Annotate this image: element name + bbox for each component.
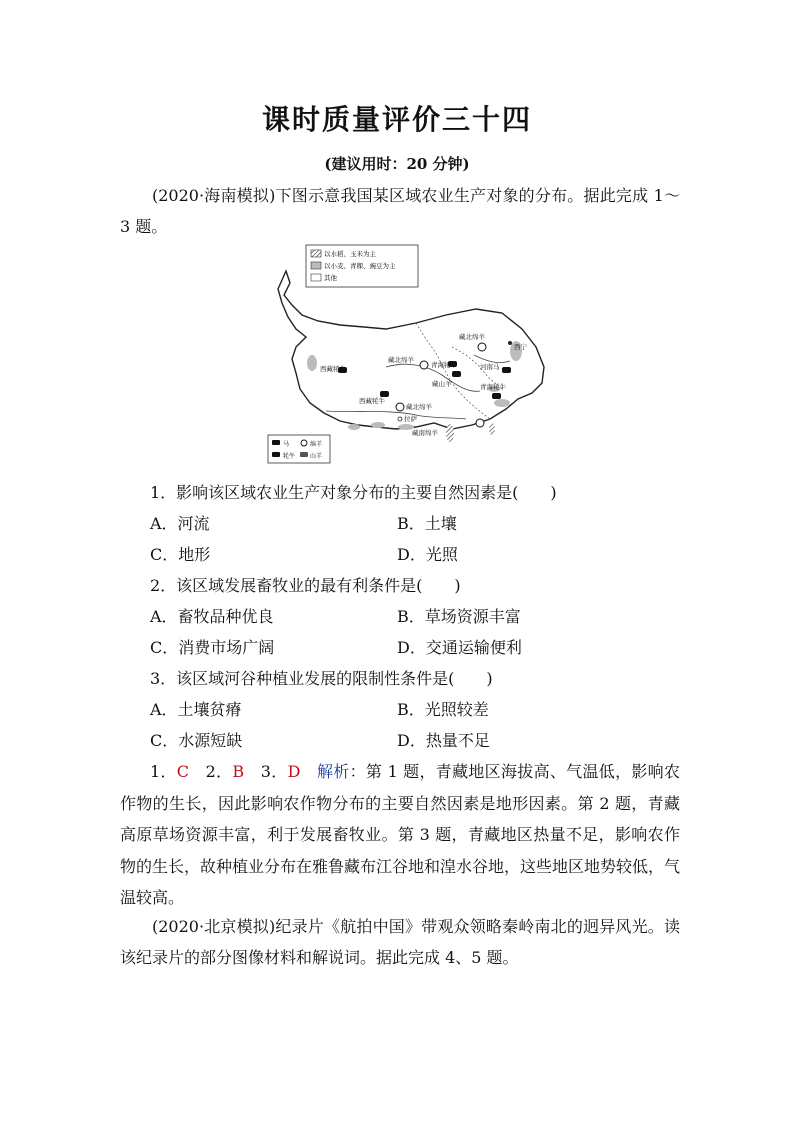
rice-area [489, 423, 495, 435]
answer-num: 1． [150, 762, 177, 781]
horse-icon [502, 367, 511, 373]
yak-icon [272, 452, 280, 457]
legend-swatch-wheat [311, 262, 321, 269]
wheat-area [348, 424, 360, 430]
map-label: 拉萨 [404, 415, 417, 423]
map-label: 西宁 [514, 343, 527, 351]
question-1-option-d: D．光照 [397, 545, 458, 564]
sheep-icon [396, 403, 404, 411]
answer-key: D [287, 762, 301, 781]
question-3-stem: 3．该区域河谷种植业发展的限制性条件是( ) [150, 669, 493, 688]
wheat-area [307, 355, 317, 371]
map-label: 西藏牦牛 [320, 365, 346, 373]
legend-label: 绵羊 [310, 441, 323, 448]
wheat-area [494, 399, 510, 407]
question-2-stem: 2．该区域发展畜牧业的最有利条件是( ) [150, 576, 461, 595]
yak-icon [492, 393, 501, 399]
question-2-option-d: D．交通运输便利 [397, 638, 522, 657]
legend-swatch-rice [311, 250, 321, 257]
map-label: 青海牦牛 [480, 383, 506, 391]
question-3-option-a: A．土壤贫瘠 [150, 700, 242, 719]
question-2-option-a: A．畜牧品种优良 [150, 607, 274, 626]
answer-explanation [120, 756, 680, 914]
legend-label: 牦牛 [283, 453, 296, 460]
map-label: 藏山羊 [432, 380, 452, 388]
sheep-icon [476, 419, 484, 427]
analysis-text: ：第 1 题，青藏地区海拔高、气温低，影响农作物的生长，因此影响农作物分布的主要自然因素是地形因素。第 2 题，青藏高原草场资源丰富，利于发展畜牧业。第 3 题，青藏地区热量不足，影响农作物的生长，故种植业分布在雅鲁藏布江谷地和湟水谷地，这些地区地势较低，气温较高。 [120, 762, 681, 907]
map-label: 藏北绵羊 [406, 403, 432, 411]
question-3-option-c: C．水源短缺 [150, 731, 243, 750]
sheep-icon [420, 361, 428, 369]
question-3-option-d: D．热量不足 [397, 731, 490, 750]
sheep-icon [301, 440, 307, 446]
question-2-option-c: C．消费市场广阔 [150, 638, 275, 657]
intro-paragraph-2: (2020·北京模拟)纪录片《航拍中国》带观众领略秦岭南北的迥异风光。读该纪录片的部分图像材料和解说词。据此完成 4、5 题。 [120, 917, 680, 967]
legend-label: 山羊 [310, 453, 323, 460]
intro-paragraph-1: (2020·海南模拟)下图示意我国某区域农业生产对象的分布。据此完成 1～3 题。 [120, 186, 680, 236]
map-label: 青海牦牛 [431, 361, 457, 369]
question-1-stem: 1．影响该区域农业生产对象分布的主要自然因素是( ) [150, 483, 557, 502]
question-1-option-c: C．地形 [150, 545, 211, 564]
page-subtitle: (建议用时：20 分钟) [324, 155, 470, 173]
answer-key: C [176, 762, 190, 781]
page-title: 课时质量评价三十四 [261, 103, 532, 136]
question-3-option-b: B．光照较差 [397, 700, 489, 719]
analysis-label: 解析 [317, 762, 350, 781]
wheat-area [371, 422, 385, 428]
horse-icon [272, 440, 280, 445]
goat-icon [300, 452, 308, 457]
map-label: 西藏牦牛 [359, 397, 385, 405]
answer-num: 2． [205, 762, 233, 781]
legend-label: 其他 [324, 274, 337, 282]
legend-swatch-other [311, 274, 321, 281]
city-marker [398, 417, 402, 421]
map-label: 河南马 [480, 363, 500, 371]
map-label: 藏北绵羊 [388, 356, 414, 364]
answer-key: B [232, 762, 245, 781]
sheep-icon [478, 343, 486, 351]
answer-num: 3． [260, 762, 288, 781]
yak-icon [452, 371, 461, 377]
map-label: 藏南绵羊 [412, 429, 438, 437]
city-marker [508, 341, 512, 345]
question-2-option-b: B．草场资源丰富 [397, 607, 521, 626]
legend-label: 以小麦、青稞、豌豆为主 [324, 262, 396, 270]
rice-area [446, 424, 454, 442]
legend-label: 马 [283, 441, 290, 448]
question-1-option-b: B．土壤 [397, 514, 457, 533]
map-label: 藏北绵羊 [459, 333, 485, 341]
question-1-option-a: A．河流 [150, 514, 210, 533]
region-map [266, 243, 550, 465]
map-legend-top [306, 245, 418, 287]
map-legend-bottom [268, 435, 330, 463]
legend-label: 以水稻、玉米为主 [324, 250, 376, 258]
